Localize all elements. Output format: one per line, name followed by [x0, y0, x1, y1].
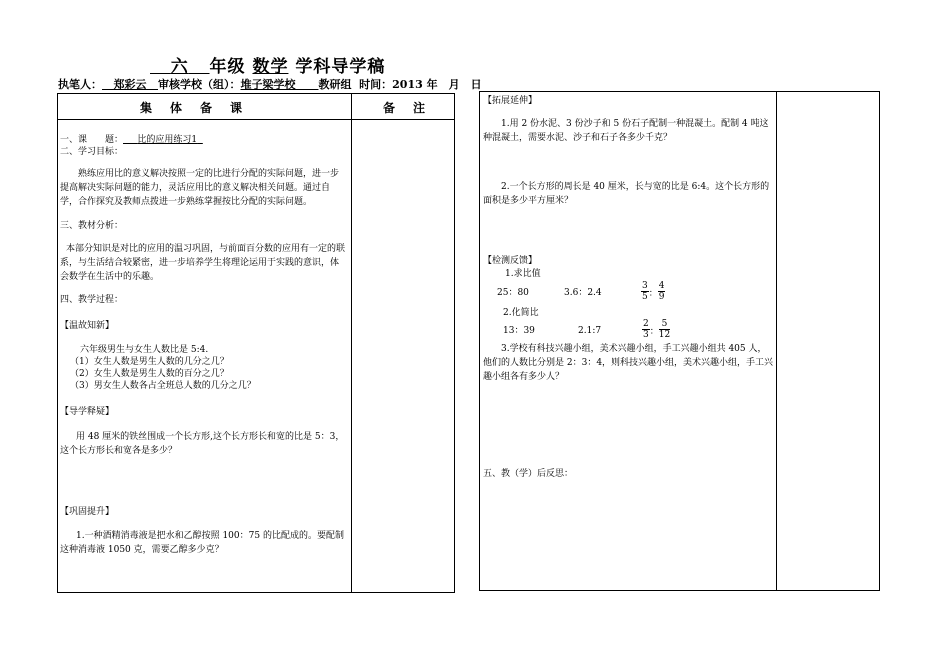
- simplify-label: 2.化简比: [503, 308, 539, 318]
- writer-label: 执笔人：: [58, 78, 102, 91]
- analysis-text: 本部分知识是对比的应用的温习巩固，与前面百分数的应用有一定的联系，与生活结合较紧密，进一步培养学生将理论运用于实践的意识，体会数学在生活中的乐趣。: [60, 244, 346, 282]
- group-label: 教研组: [318, 78, 352, 91]
- review-q1: （1）女生人数是男生人数的几分之几？: [70, 357, 229, 367]
- review-intro: 六年级男生与女生人数比是 5:4.: [80, 345, 209, 355]
- simplify-item-b: 2.1:7: [578, 326, 602, 336]
- fraction-3-5: $\frac{3}{5}$: [642, 281, 648, 302]
- fraction-4-9: $\frac{4}{9}$: [658, 281, 665, 302]
- ratio-label: 1.求比值: [505, 269, 541, 279]
- analysis-label: 三、教材分析：: [60, 221, 124, 231]
- ratio-sep: ：: [648, 289, 658, 299]
- check-label: 【检测反馈】: [483, 256, 538, 266]
- consolidate-label: 【巩固提升】: [60, 507, 115, 517]
- title-subject: 数学: [252, 57, 289, 77]
- topic-row: [60, 134, 203, 146]
- check-q3: 3.学校有科技兴趣小组，美术兴趣小组，手工兴趣小组共 405 人，他们的人数比分别是 2：3：4，则科技兴趣小组，美术兴趣小组，手工兴趣小组各有多少人？: [483, 344, 774, 382]
- fraction-5-12: $\frac{5}{12}$: [658, 319, 671, 340]
- right-notes-divider: [776, 91, 777, 591]
- review-label: 【温故知新】: [60, 321, 115, 331]
- header-notes: 备注: [383, 101, 444, 115]
- title-grade-suffix: 年级: [209, 57, 246, 77]
- header-divider: [57, 119, 455, 120]
- extend-label: 【拓展延伸】: [483, 96, 538, 106]
- page-title: [150, 52, 385, 77]
- topic-value: 比的应用练习1: [137, 135, 198, 145]
- right-table: [479, 91, 880, 591]
- goal-label: 二、学习目标：: [60, 147, 124, 157]
- writer-name: 郑彩云: [113, 78, 147, 91]
- meta-line: [58, 76, 482, 92]
- ratio-item-b: 3.6：2.4: [564, 288, 602, 298]
- review-q3: （3）男女生人数各占全班总人数的几分之几？: [70, 381, 256, 391]
- ratio-item-a: 25：80: [497, 288, 529, 298]
- goal-text: 熟练应用比的意义解决按照一定的比进行分配的实际问题，进一步提高解决实际问题的能力，灵活应用比的意义解决相关问题。通过自学，合作探究及教师点拨进一步熟练掌握按比分配的实际问题。: [60, 169, 340, 207]
- simplify-item-c: [642, 319, 670, 340]
- reflect-label: 五、教（学）后反思：: [483, 469, 574, 479]
- simplify-sep: ：: [649, 327, 659, 337]
- time-label: 时间：2013 年 月 日: [359, 78, 482, 91]
- guide-text: 用 48 厘米的铁丝围成一个长方形,这个长方形长和宽的比是 5：3，这个长方形长和宽各是多少？: [60, 432, 345, 456]
- topic-label: 一、课 题：: [60, 135, 124, 145]
- title-suffix: 学科导学稿: [295, 57, 386, 77]
- title-grade: 六: [170, 57, 189, 77]
- simplify-item-a: 13：39: [503, 326, 535, 336]
- review-q2: （2）女生人数是男生人数的百分之几？: [70, 369, 229, 379]
- guide-label: 【导学释疑】: [60, 407, 115, 417]
- fraction-2-3: $\frac{2}{3}$: [643, 319, 649, 340]
- school-name: 堆子梁学校: [240, 78, 296, 91]
- school-label: 审核学校（组）：: [158, 78, 241, 91]
- notes-divider: [351, 93, 352, 593]
- header-collective-prep: 集体备课: [140, 101, 261, 115]
- process-label: 四、教学过程：: [60, 295, 124, 305]
- extend-q2: 2.一个长方形的周长是 40 厘米，长与宽的比是 6:4。这个长方形的面积是多少平方厘米？: [483, 182, 770, 206]
- consolidate-text: 1.一种酒精消毒液是把水和乙醇按照 100：75 的比配成的。要配制这种消毒液 1050 克，需要乙醇多少克？: [60, 531, 344, 555]
- ratio-item-c: [641, 281, 665, 302]
- extend-q1: 1.用 2 份水泥、3 份沙子和 5 份石子配制一种混凝土。配制 4 吨这种混凝土，需要水泥、沙子和石子各多少千克？: [483, 119, 769, 143]
